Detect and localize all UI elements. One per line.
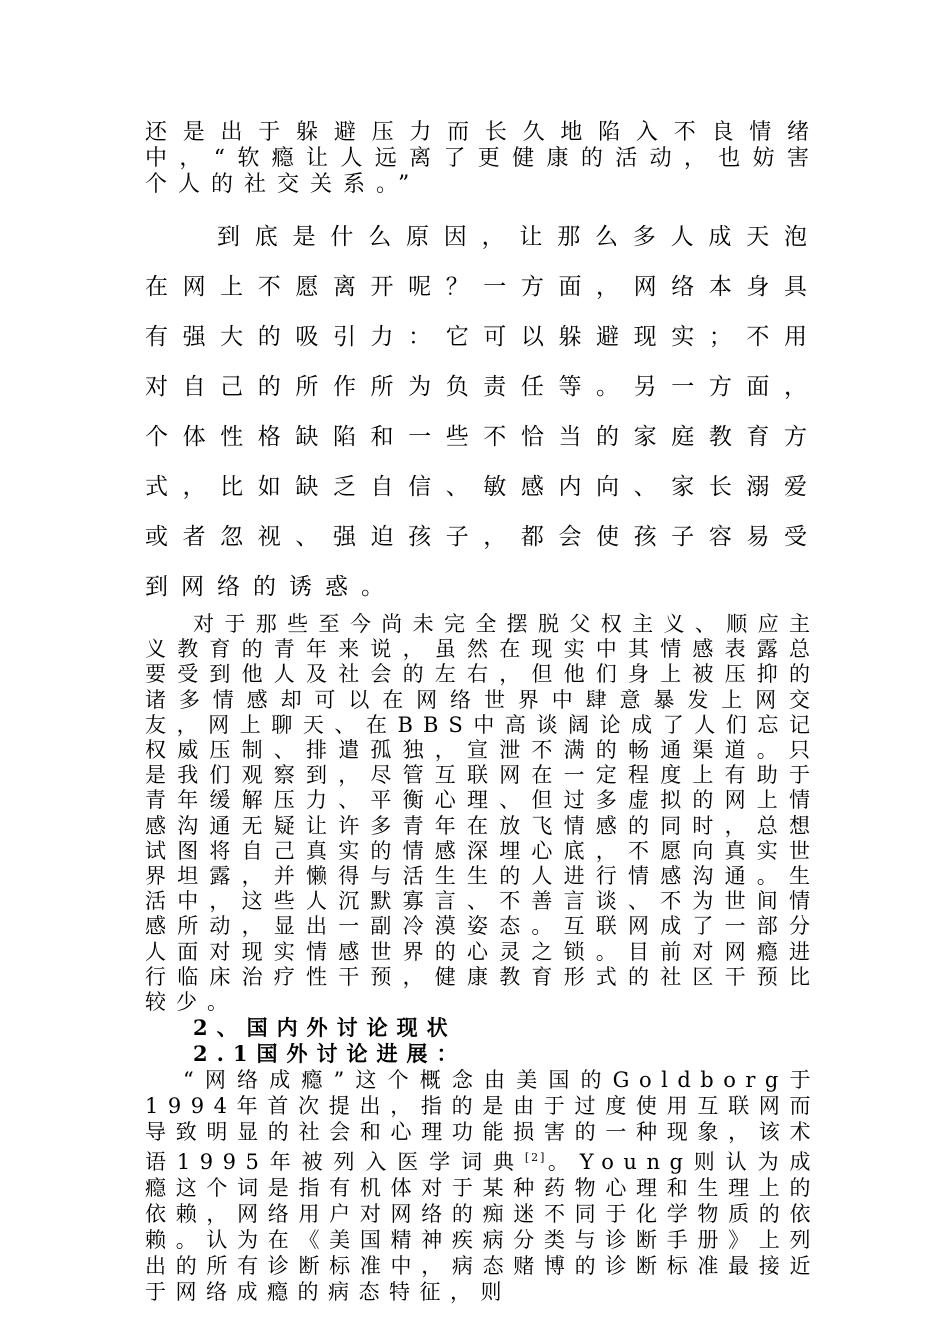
citation-reference[interactable]: [2]	[524, 1151, 547, 1165]
concept-text-part-1: “网络成瘾”这个概念由美国的Goldborg于1994年首次提出，指的是由于过度使用互联网而导致明显的社会和心理功能损害的一种现象，该术语1995年被列入医学词典	[145, 1068, 820, 1175]
paragraph-youth-emotion: 对于那些至今尚未完全摆脱父权主义、顺应主义教育的青年来说，虽然在现实中其情感表露总要受到他人及社会的左右，但他们身上被压抑的诸多情感却可以在网络世界中肆意暴发上网交友，网上聊天、在BBS中高谈阔论成了人们忘记权威压制、排遣孤独，宣泄不满的畅通渠道。只是我们观察到，尽管互联网在一定程度上有助于青年缓解压力、平衡心理、但过多虚拟的网上情感沟通无疑让许多青年在放飞情感的同时，总想试图将自己真实的情感深埋心底，不愿向真实世界坦露，并懒得与活生生的人进行情感沟通。生活中，这些人沉默寡言、不善言谈、不为世间情感所动，显出一副冷漠姿态。互联网成了一部分人面对现实情感世界的心灵之锁。目前对网瘾进行临床治疗性干预，健康教育形式的社区干预比较少。	[145, 612, 820, 1015]
concept-text-part-2: 。Young则认为成瘾这个词是指有机体对于某种药物心理和生理上的依赖，网络用户对网络的痴迷不同于化学物质的依赖。认为在《美国精神疾病分类与诊断手册》上列出的所有诊断标准中，病态赌博的诊断标准最接近于网络成瘾的病态特征，则	[145, 1150, 820, 1305]
heading-section-2: 2、国内外讨论现状	[193, 1015, 457, 1041]
paragraph-soft-addiction-quote: 还是出于躲避压力而长久地陷入不良情绪中，“软瘾让人远离了更健康的活动，也妨害个人的社交关系。”	[145, 120, 820, 197]
paragraph-internet-addiction-concept	[145, 1067, 820, 1305]
document-page	[145, 120, 820, 1305]
heading-section-2-1: 2.1国外讨论进展：	[193, 1041, 467, 1067]
paragraph-reasons: 到底是什么原因，让那么多人成天泡在网上不愿离开呢？一方面，网络本身具有强大的吸引力：它可以躲避现实；不用对自己的所作所为负责任等。另一方面，个体性格缺陷和一些不恰当的家庭教育方式，比如缺乏自信、敏感内向、家长溺爱或者忽视、强迫孩子，都会使孩子容易受到网络的诱惑。	[145, 224, 820, 600]
